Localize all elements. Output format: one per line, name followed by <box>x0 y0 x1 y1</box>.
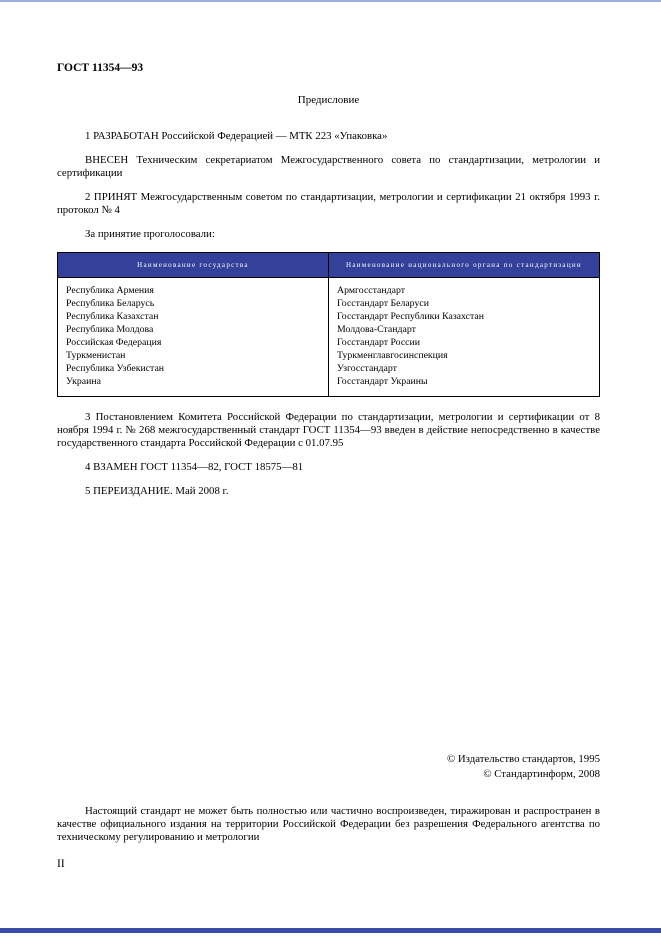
table-cell: Госстандарт Беларуси <box>329 297 600 310</box>
table-cell: Республика Беларусь <box>66 298 155 309</box>
vote-table-head <box>58 253 600 278</box>
table-row <box>58 362 600 375</box>
table-cell: Госстандарт Украины <box>329 375 600 397</box>
table-cell: Узгосстандарт <box>329 362 600 375</box>
table-row <box>58 310 600 323</box>
table-cell: Госстандарт России <box>329 336 600 349</box>
table-cell: Республика Молдова <box>66 324 154 335</box>
top-scan-line <box>0 0 661 2</box>
table-row <box>58 349 600 362</box>
table-row <box>58 323 600 336</box>
paragraph-reissue: 5 ПЕРЕИЗДАНИЕ. Май 2008 г. <box>85 485 229 497</box>
table-row <box>58 336 600 349</box>
table-cell: Туркменглавгосинспекция <box>329 349 600 362</box>
copyright-line-1: © Издательство стандартов, 1995 <box>446 753 600 765</box>
paragraph-replaces: 4 ВЗАМЕН ГОСТ 11354—82, ГОСТ 18575—81 <box>85 461 304 473</box>
copyright-block <box>57 752 600 782</box>
table-row <box>58 278 600 298</box>
page-number: II <box>57 858 65 870</box>
disclaimer-paragraph: Настоящий стандарт не может быть полностью или частично воспроизведен, тиражирован и распространен в качестве официального издания на территории Российской Федерации без разрешения Федерального агентства по техническому регулированию и метрологии <box>57 804 600 843</box>
paragraph-developed: 1 РАЗРАБОТАН Российской Федерацией — МТК 223 «Упаковка» <box>85 130 388 142</box>
table-cell: Госстандарт Республики Казахстан <box>329 310 600 323</box>
column-header-state: Наименование государства <box>58 253 329 278</box>
table-row <box>58 375 600 397</box>
page-content <box>57 62 600 509</box>
table-cell: Республика Казахстан <box>66 311 159 322</box>
table-cell: Республика Армения <box>66 285 154 296</box>
table-cell: Республика Узбекистан <box>66 363 165 374</box>
copyright-line-2: © Стандартинформ, 2008 <box>483 768 600 780</box>
table-row <box>58 297 600 310</box>
table-cell: Туркменистан <box>66 350 126 361</box>
vote-table-wrap <box>57 252 600 397</box>
vote-table-header-row <box>58 253 600 278</box>
table-cell: Украина <box>66 376 101 387</box>
paragraph-submitted: ВНЕСЕН Техническим секретариатом Межгосударственного совета по стандартизации, метрологии и сертификации <box>57 154 600 179</box>
paragraph-decree: 3 Постановлением Комитета Российской Федерации по стандартизации, метрологии и сертификации от 8 ноября 1994 г. № 268 межгосударственный стандарт ГОСТ 11354—93 введен в действие непосредственно в качестве государственного стандарта Российской Федерации с 01.07.95 <box>57 411 600 449</box>
paragraph-adopted: 2 ПРИНЯТ Межгосударственным советом по стандартизации, метрологии и сертификации 21 октября 1993 г. протокол № 4 <box>57 191 600 216</box>
table-cell: Армгосстандарт <box>329 278 600 298</box>
page-title: Предисловие <box>297 94 360 106</box>
vote-table <box>57 252 600 397</box>
table-cell: Российская Федерация <box>66 337 162 348</box>
column-header-body: Наименование национального органа по стандартизации <box>329 253 600 278</box>
paragraph-voted-for: За принятие проголосовали: <box>85 228 215 240</box>
vote-table-body <box>58 278 600 397</box>
doc-number: ГОСТ 11354—93 <box>57 62 144 74</box>
table-cell: Молдова-Стандарт <box>329 323 600 336</box>
bottom-scan-bar <box>0 928 661 933</box>
